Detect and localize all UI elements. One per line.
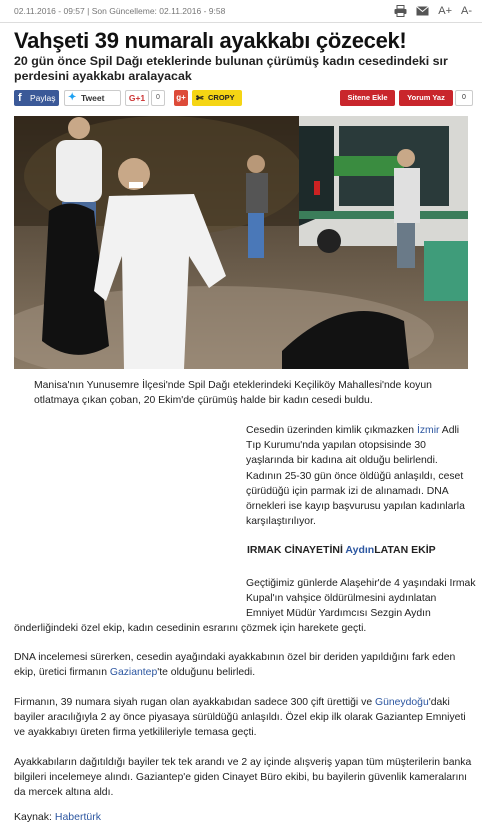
paragraph-3: Geçtiğimiz günlerde Alaşehir'de 4 yaşındaki Irmak Kupal'ın vahşice öldürülmesini aydınlatan Emniyet Müdür Yardımcısı Sezgin Aydın <box>246 578 476 620</box>
crop-icon: ✄ <box>196 93 204 103</box>
article-meta-bar <box>0 0 482 23</box>
cropy-label: CROPY <box>208 93 235 102</box>
facebook-icon: f <box>18 92 22 104</box>
article-source <box>14 811 101 823</box>
article-spot: 20 gün önce Spil Dağı eteklerinde bulunan çürümüş kadın cesedindeki sır perdesini ayakkabı aralayacak <box>14 54 448 83</box>
twitter-share-label: Tweet <box>81 93 105 103</box>
paragraph-4 <box>14 650 474 680</box>
cropy-button[interactable] <box>192 90 242 106</box>
izmir-link[interactable]: İzmir <box>416 425 440 436</box>
facebook-share-label: Paylaş <box>30 93 56 103</box>
share-bar <box>14 90 474 108</box>
paragraph-2-text-a: Cesedin üzerinden kimlik çıkmazken <box>246 425 417 436</box>
print-icon[interactable] <box>394 5 407 17</box>
gplus-share-button[interactable]: g+ <box>174 90 188 106</box>
paragraph-5-text-b: 'daki bayiler aracılığıyla 2 ay önce piyasaya sürüldüğü anlaşıldı. Özel ekip ilk olarak Gaziantep Emniyeti ve ayakkabıyı üreten firma yetkilileriyle temasa geçti. <box>14 697 466 739</box>
add-to-site-button[interactable]: Sitene Ekle <box>340 90 395 106</box>
aydin-link[interactable]: Aydın <box>345 544 375 556</box>
write-comment-button[interactable]: Yorum Yaz <box>399 90 453 106</box>
paragraph-1: Manisa'nın Yunusemre İlçesi'nde Spil Dağı eteklerindeki Keçiliköy Mahallesi'nde koyun otlatmaya çıkan çoban, 20 Ekim'de çürümüş halde bir kadın cesedi buldu. <box>34 380 432 407</box>
gplus-one-count: 0 <box>151 90 165 106</box>
gaziantep-link[interactable]: Gaziantep <box>109 667 158 679</box>
font-decrease-button[interactable]: A- <box>461 5 472 17</box>
article-dates <box>14 6 225 16</box>
paragraph-5 <box>14 695 474 741</box>
section-subhead <box>247 544 436 556</box>
paragraph-5-text-a: Firmanın, 39 numara siyah rugan olan ayakkabıdan sadece 300 çift ürettiği ve <box>14 697 375 708</box>
date-separator: | <box>87 6 90 16</box>
subhead-text-b: LATAN EKİP <box>374 544 436 556</box>
ambulance-van <box>299 116 468 253</box>
gplus-one-button[interactable]: G+1 <box>125 90 149 106</box>
article-title: Vahşeti 39 numaralı ayakkabı çözecek! <box>14 28 407 53</box>
paragraph-3-continued: önderliğindeki özel ekip, kadın cesedinin esrarını çözmek için harekete geçti. <box>14 623 367 634</box>
paragraph-2-text-b: Adli Tıp Kurumu'nda yapılan otopsisinde 30 yaşlarında bir kadına ait olduğu belirlendi. Kadının 25-30 gün önce öldüğü anlaşıldı, ceset çürüdüğü için parmak izi de alınamadı. DNA örnekleri ise kayıp başvurusu yapılan kadınlarla karşılaştırılıyor. <box>246 425 465 528</box>
published-date: 02.11.2016 - 09:57 <box>14 6 85 16</box>
article-photo <box>14 116 468 369</box>
font-increase-button[interactable]: A+ <box>438 5 452 17</box>
mail-icon[interactable] <box>416 6 429 16</box>
source-link[interactable]: Habertürk <box>54 811 101 823</box>
updated-label: Son Güncelleme: <box>91 6 157 16</box>
twitter-icon: ✦ <box>68 92 77 103</box>
paragraph-4-text-a: DNA incelemesi sürerken, cesedin ayağındaki ayakkabının özel bir deriden yapıldığını fark eden ekip, üretici firmanın <box>14 652 456 679</box>
paragraph-4-text-b: 'te olduğunu belirledi. <box>157 667 256 679</box>
twitter-share-button[interactable] <box>64 90 121 106</box>
paragraph-6: Ayakkabıların dağıtıldığı bayiler tek tek arandı ve 2 ay içinde alışveriş yapan tüm müşterilerin banka bilgileri incelemeye alındı. Gaziantep'e giden Cinayet Büro ekibi, bu bayilerin güvenlik kameralarını da mercek altına aldı. <box>14 757 472 799</box>
paragraph-2 <box>246 423 474 529</box>
comment-count: 0 <box>455 90 473 106</box>
guneydogu-link[interactable]: Güneydoğu <box>375 697 429 708</box>
article-tools <box>394 4 472 18</box>
source-label: Kaynak: <box>14 811 55 823</box>
subhead-text-a: IRMAK CİNAYETİNİ <box>247 544 346 556</box>
facebook-share-button[interactable] <box>14 90 59 106</box>
updated-date: 02.11.2016 - 9:58 <box>159 6 226 16</box>
